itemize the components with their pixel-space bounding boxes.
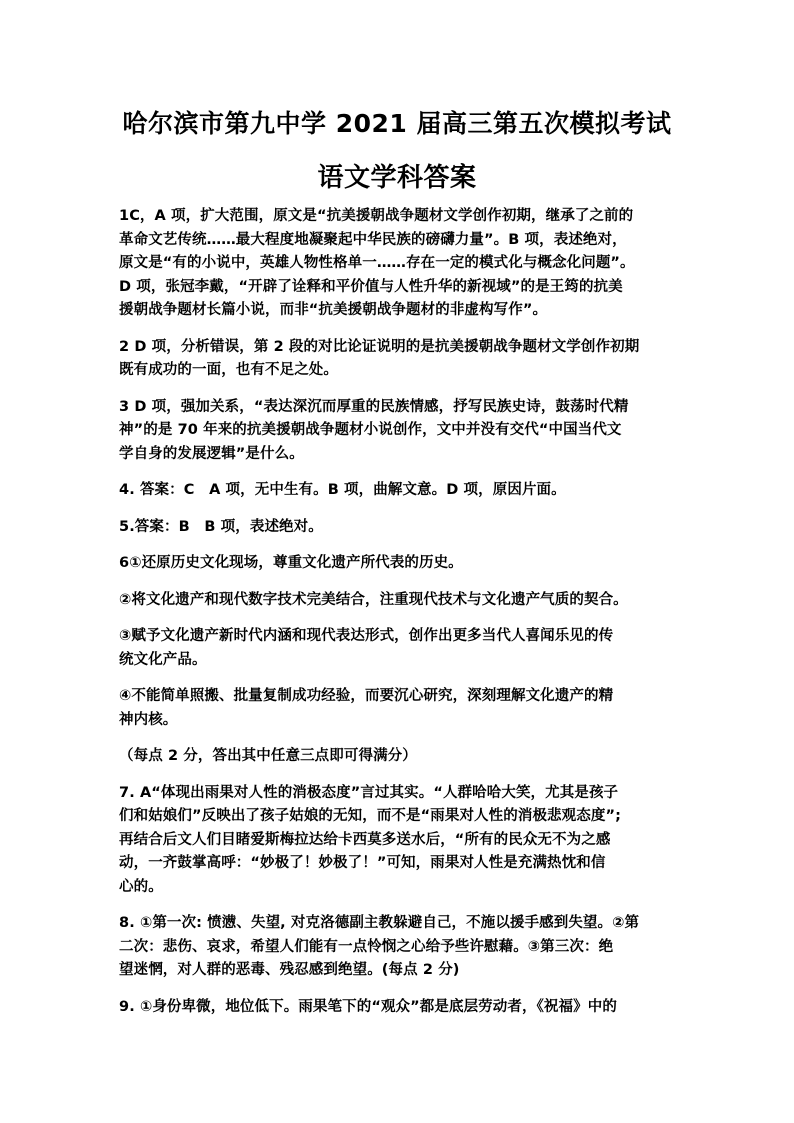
document-title: 哈尔滨市第九中学 2021 届高三第五次模拟考试 (122, 109, 672, 138)
document-subtitle: 语文学科答案 (317, 163, 477, 193)
answer-line: ③赋予文化遗产新时代内涵和现代表达形式，创作出更多当代人喜闻乐见的传 (119, 628, 614, 644)
answer-q6-point-2: ②将文化遗产和现代数字技术完美结合，注重现代技术与文化遗产气质的契合。 (119, 591, 628, 608)
answer-q6-point-4 (119, 685, 689, 732)
answer-q6-scoring-note: （每点 2 分，答出其中任意三点即可得满分） (119, 748, 417, 764)
answer-q5: 5.答案：B B 项，表述绝对。 (119, 518, 323, 535)
answer-q6-point-1: 6①还原历史文化现场，尊重文化遗产所代表的历史。 (119, 555, 463, 571)
answer-q3 (119, 396, 689, 467)
answer-line: 神”的是 70 年来的抗美援朝战争题材小说创作，文中并没有交代“中国当代文 (119, 422, 622, 438)
answer-line: ④不能简单照搬、批量复制成功经验，而要沉心研究，深刻理解文化遗产的精 (119, 688, 614, 704)
answer-line: 统文化产品。 (119, 651, 207, 668)
answer-line: 7. A“体现出雨果对人性的消极态度”言过其实。“人群哈哈大笑，尤其是孩子 (119, 784, 619, 801)
answer-line: 原文是“有的小说中，英雄人物性格单一……存在一定的模式化与概念化问题”。 (119, 255, 635, 271)
answer-line: 8. ①第一次: 愤懑、失望, 对克洛德副主教躲避自己，不施以援手感到失望。②第 (119, 915, 640, 931)
answer-q2 (119, 336, 689, 383)
answer-line: 既有成功的一面，也有不足之处。 (119, 362, 338, 378)
answer-q8 (119, 912, 689, 983)
answer-line: 学自身的发展逻辑”是什么。 (119, 445, 304, 462)
answer-body (119, 205, 689, 1019)
answer-line: 们和姑娘们”反映出了孩子姑娘的无知，而不是“雨果对人性的消极悲观态度”; (119, 808, 621, 824)
answer-line: 再结合后文人们目睹爱斯梅拉达给卡西莫多送水后，“所有的民众无不为之感 (119, 831, 611, 848)
answer-line: 心的。 (119, 878, 163, 895)
answer-line: D 项，张冠李戴，“开辟了诠释和平价值与人性升华的新视域”的是王筠的抗美 (119, 278, 623, 295)
answer-line: 神内核。 (119, 711, 178, 728)
answer-line: 二次：悲伤、哀求，希望人们能有一点怜悯之心给予些许慰藉。③第三次：绝 (119, 938, 614, 955)
answer-line: 3 D 项，强加关系，“表达深沉而厚重的民族情感，抒写民族史诗，鼓荡时代精 (119, 398, 629, 415)
answer-q9 (119, 996, 689, 1020)
answer-q1 (119, 205, 689, 323)
answer-line: 1C，A 项，扩大范围，原文是“抗美援朝战争题材文学创作初期，继承了之前的 (119, 208, 634, 224)
answer-q4: 4. 答案：C A 项，无中生有。B 项，曲解文意。D 项，原因片面。 (119, 482, 566, 498)
answer-line: 革命文艺传统……最大程度地凝聚起中华民族的磅礴力量”。B 项，表述绝对， (119, 231, 627, 248)
answer-line: 援朝战争题材长篇小说，而非“抗美援朝战争题材的非虚构写作”。 (119, 302, 548, 318)
answer-line: 9. ①身份卑微，地位低下。雨果笔下的“观众”都是底层劳动者，《祝福》中的 (119, 998, 617, 1015)
answer-q7 (119, 782, 689, 900)
answer-line: 望迷惘，对人群的恶毒、残忍感到绝望。(每点 2 分) (119, 962, 460, 978)
answer-line: 动，一齐鼓掌高呼：“妙极了！妙极了！”可知，雨果对人性是充满热忱和信 (119, 855, 606, 871)
answer-q6-point-3 (119, 625, 689, 672)
answer-line: 2 D 项，分析错误，第 2 段的对比论证说明的是抗美援朝战争题材文学创作初期 (119, 338, 640, 355)
